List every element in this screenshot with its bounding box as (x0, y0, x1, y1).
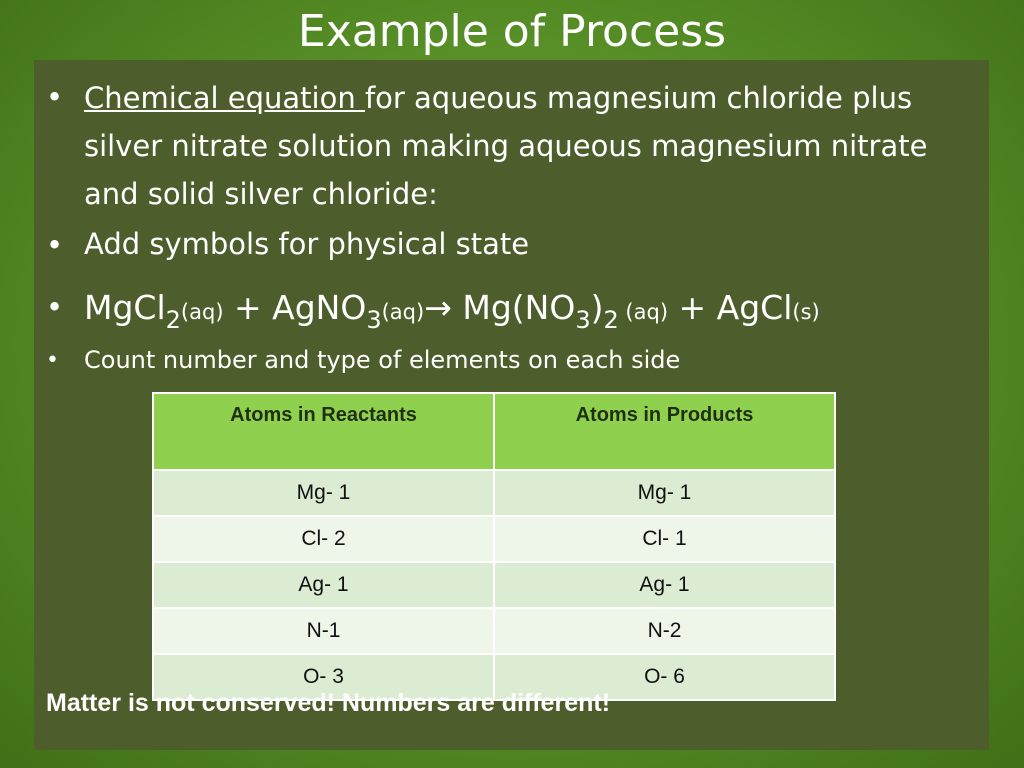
bullet-marker: • (46, 228, 64, 262)
eq-state: (aq) (618, 300, 669, 324)
slide-title: Example of Process (297, 6, 727, 57)
table-row (153, 562, 835, 608)
bullet-physical-state: Add symbols for physical state (84, 227, 530, 261)
chemical-equation-link-text: Chemical equation (84, 81, 365, 115)
table-cell: Ag- 1 (153, 562, 494, 608)
table-cell: Ag- 1 (494, 562, 835, 608)
bullet-marker: • (46, 348, 59, 373)
eq-sub: 2 (603, 306, 619, 334)
header-reactants: Atoms in Reactants (153, 393, 494, 470)
eq-mgno: Mg(NO (451, 288, 576, 327)
table-row (153, 470, 835, 516)
table-cell: O- 3 (153, 654, 494, 700)
table-cell: Mg- 1 (494, 470, 835, 516)
arrow-icon: → (424, 288, 452, 327)
content-panel (34, 60, 989, 750)
eq-state: (aq) (381, 300, 425, 324)
eq-sub: 3 (575, 306, 591, 334)
bullet1-text: for aqueous magnesium chloride plus silver nitrate solution making aqueous magnesium nitrate and solid silver chloride: (84, 81, 928, 211)
eq-sub: 3 (366, 306, 382, 334)
chemical-equation (84, 288, 979, 332)
table-row (153, 608, 835, 654)
table-cell: O- 6 (494, 654, 835, 700)
eq-mgcl: MgCl (84, 288, 166, 327)
bullet-count-elements: Count number and type of elements on each side (84, 346, 681, 374)
header-products: Atoms in Products (494, 393, 835, 470)
eq-state: (s) (792, 300, 820, 324)
eq-agcl: + AgCl (668, 288, 793, 327)
bullet-marker: • (46, 290, 64, 324)
table-row (153, 516, 835, 562)
bullet-chemical-equation (84, 74, 979, 218)
table-cell: Cl- 2 (153, 516, 494, 562)
bullet-marker: • (46, 80, 64, 114)
eq-state: (aq) (180, 300, 224, 324)
eq-paren: ) (590, 288, 604, 327)
table-header-row (153, 393, 835, 470)
eq-agno: + AgNO (223, 288, 367, 327)
conclusion-text: Matter is not conserved! Numbers are different! (46, 689, 611, 717)
table-cell: Mg- 1 (153, 470, 494, 516)
eq-sub: 2 (165, 306, 181, 334)
table-cell: N-2 (494, 608, 835, 654)
table-cell: N-1 (153, 608, 494, 654)
table-cell: Cl- 1 (494, 516, 835, 562)
atoms-table (152, 392, 836, 701)
